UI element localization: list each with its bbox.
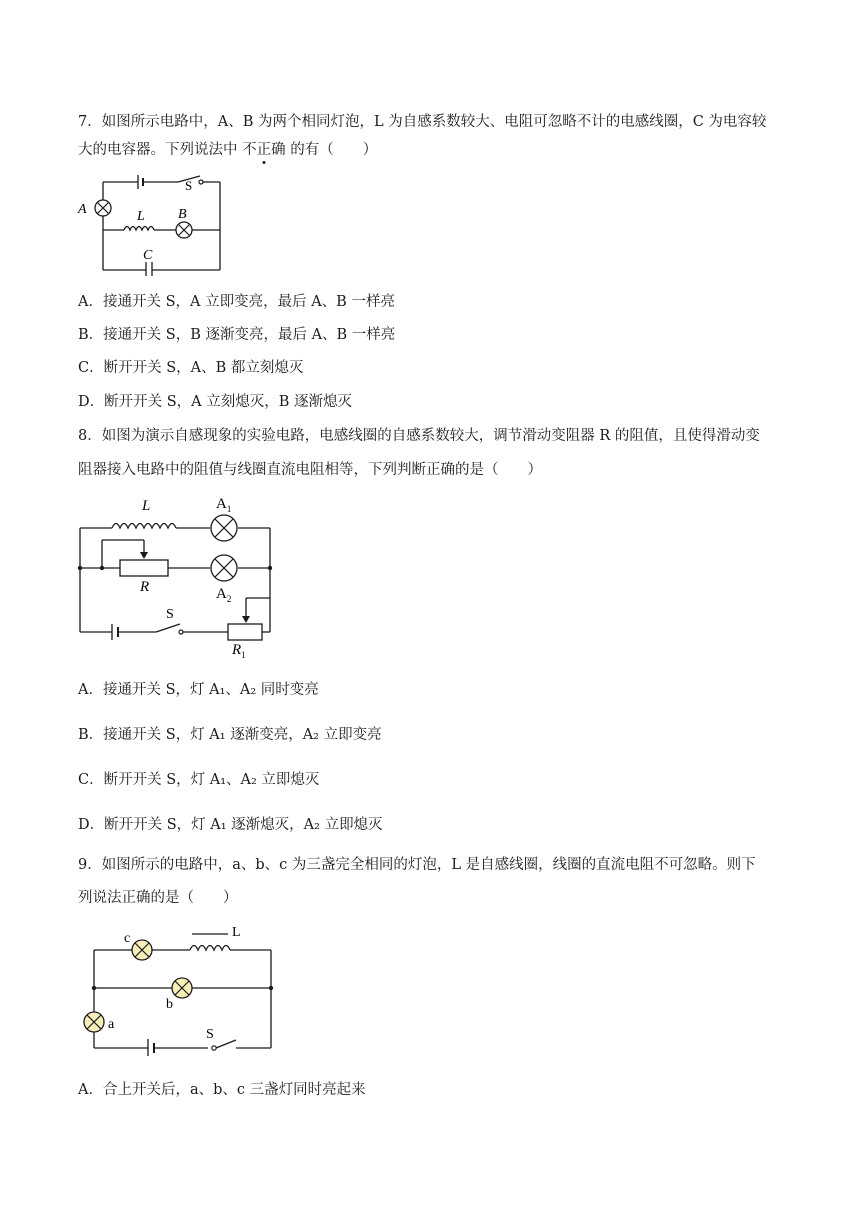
q7-stem-suffix: 的有（ ）: [290, 142, 378, 158]
q8-circuit-diagram: [72, 490, 298, 660]
q9-label-c: c: [124, 931, 131, 946]
q7-stem-line2: [78, 140, 377, 160]
q9-bulb-b: [172, 978, 192, 998]
q8-label-a2: $A_2$: [216, 586, 232, 604]
q7-stem-line1: 7．如图所示电路中，A、B 为两个相同灯泡，L 为自感系数较大、电阻可忽略不计的电感线圈，C 为电容较: [78, 114, 767, 130]
q8-option-d: D．断开开关 S，灯 A₁ 逐渐熄灭，A₂ 立即熄灭: [78, 817, 383, 833]
q7-bulb-a: [95, 200, 111, 216]
q9-circuit-diagram: [76, 922, 276, 1056]
q8-label-s: S: [166, 607, 174, 622]
q7-option-b: B．接通开关 S，B 逐渐变亮，最后 A、B 一样亮: [78, 327, 396, 343]
q9-option-a: A．合上开关后，a、b、c 三盏灯同时亮起来: [78, 1082, 366, 1098]
q9-bulb-a: [84, 1012, 104, 1032]
q7-stem-emphasis: 不正确: [242, 142, 286, 158]
q8-label-l: L: [142, 498, 151, 514]
q7-bulb-b: [176, 222, 192, 238]
q8-option-a: A．接通开关 S，灯 A₁、A₂ 同时变亮: [78, 682, 319, 698]
q9-label-l: L: [232, 925, 241, 940]
q8-bulb-a2: [211, 555, 237, 581]
q9-label-b: b: [166, 997, 173, 1012]
q8-option-b: B．接通开关 S，灯 A₁ 逐渐变亮，A₂ 立即变亮: [78, 727, 382, 743]
q7-option-a: A．接通开关 S，A 立即变亮，最后 A、B 一样亮: [78, 294, 395, 310]
q8-label-a1: $A_1$: [216, 496, 232, 514]
q7-label-l: L: [137, 209, 145, 224]
q9-stem-line2: 列说法正确的是（ ）: [78, 890, 238, 906]
q9-stem-line1: 9．如图所示的电路中，a、b、c 为三盏完全相同的灯泡，L 是自感线圈，线圈的直流电阻不可忽略。则下: [78, 857, 756, 873]
q7-label-a: A: [78, 202, 87, 217]
q8-stem-line1: 8．如图为演示自感现象的实验电路，电感线圈的自感系数较大，调节滑动变阻器 R 的阻值，且使得滑动变: [78, 428, 760, 444]
q7-option-d: D．断开开关 S，A 立刻熄灭，B 逐渐熄灭: [78, 394, 353, 410]
q9-label-s: S: [206, 1027, 214, 1042]
q7-label-s: S: [185, 178, 193, 193]
q7-label-b: B: [178, 207, 187, 222]
q8-label-r: R: [140, 579, 150, 595]
q8-bulb-a1: [211, 515, 237, 541]
q7-circuit-diagram: [74, 172, 234, 276]
q9-label-a: a: [108, 1017, 115, 1032]
q7-option-c: C．断开开关 S，A、B 都立刻熄灭: [78, 360, 304, 376]
q8-option-c: C．断开开关 S，灯 A₁、A₂ 立即熄灭: [78, 772, 320, 788]
q9-bulb-c: [132, 940, 152, 960]
q7-stem-prefix: 大的电容器。下列说法中: [78, 142, 238, 158]
q8-stem-line2: 阻器接入电路中的阻值与线圈直流电阻相等，下列判断正确的是（ ）: [78, 462, 542, 478]
q8-label-r1: $R_1$: [232, 642, 246, 660]
q7-label-c: C: [143, 248, 153, 263]
